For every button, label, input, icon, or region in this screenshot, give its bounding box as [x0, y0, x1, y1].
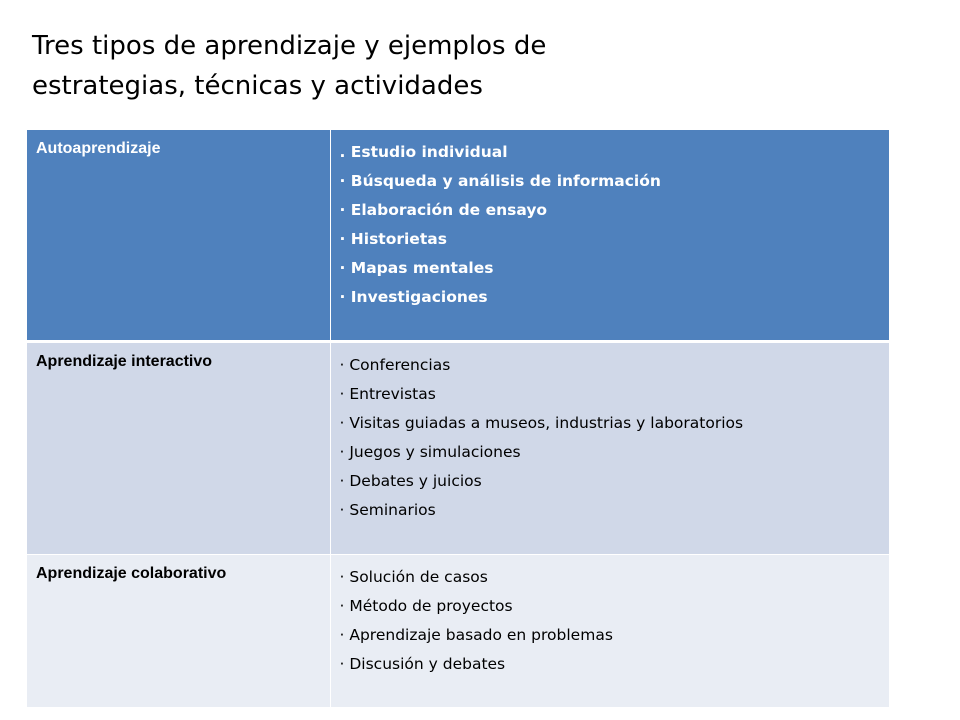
title-line-1: Tres tipos de aprendizaje y ejemplos de [32, 31, 547, 61]
list-item: · Visitas guiadas a museos, industrias y laboratorios [339, 413, 744, 432]
list-item: · Discusión y debates [339, 654, 506, 673]
items-list [340, 138, 882, 312]
list-item: · Conferencias [339, 355, 451, 374]
type-label: Aprendizaje interactivo [36, 352, 213, 370]
table-row-colaborativo [27, 554, 889, 707]
items-cell [330, 554, 889, 707]
type-cell [27, 341, 330, 554]
items-list [340, 351, 882, 525]
list-item: · Método de proyectos [339, 596, 513, 615]
table-row-autoaprendizaje [27, 130, 889, 341]
list-item: · Investigaciones [339, 288, 488, 306]
list-item: · Mapas mentales [339, 259, 494, 277]
list-item: · Historietas [339, 230, 447, 248]
type-cell [27, 554, 330, 707]
list-item: · Solución de casos [339, 567, 488, 586]
type-cell [27, 130, 330, 341]
list-item: · Aprendizaje basado en problemas [339, 625, 613, 644]
table-row-interactivo [27, 341, 889, 554]
list-item: · Debates y juicios [339, 471, 482, 490]
items-list [340, 563, 882, 679]
list-item: · Búsqueda y análisis de información [339, 172, 661, 190]
items-cell [330, 341, 889, 554]
list-item: · Juegos y simulaciones [339, 442, 521, 461]
title-line-2: estrategias, técnicas y actividades [32, 71, 483, 101]
page-title [32, 26, 732, 106]
list-item: . Estudio individual [339, 143, 508, 161]
type-label: Autoaprendizaje [36, 140, 161, 157]
list-item: · Seminarios [339, 500, 436, 519]
list-item: · Entrevistas [339, 384, 436, 403]
list-item: · Elaboración de ensayo [339, 201, 548, 219]
learning-types-table [27, 130, 889, 707]
items-cell [330, 130, 889, 341]
type-label: Aprendizaje colaborativo [36, 564, 227, 582]
